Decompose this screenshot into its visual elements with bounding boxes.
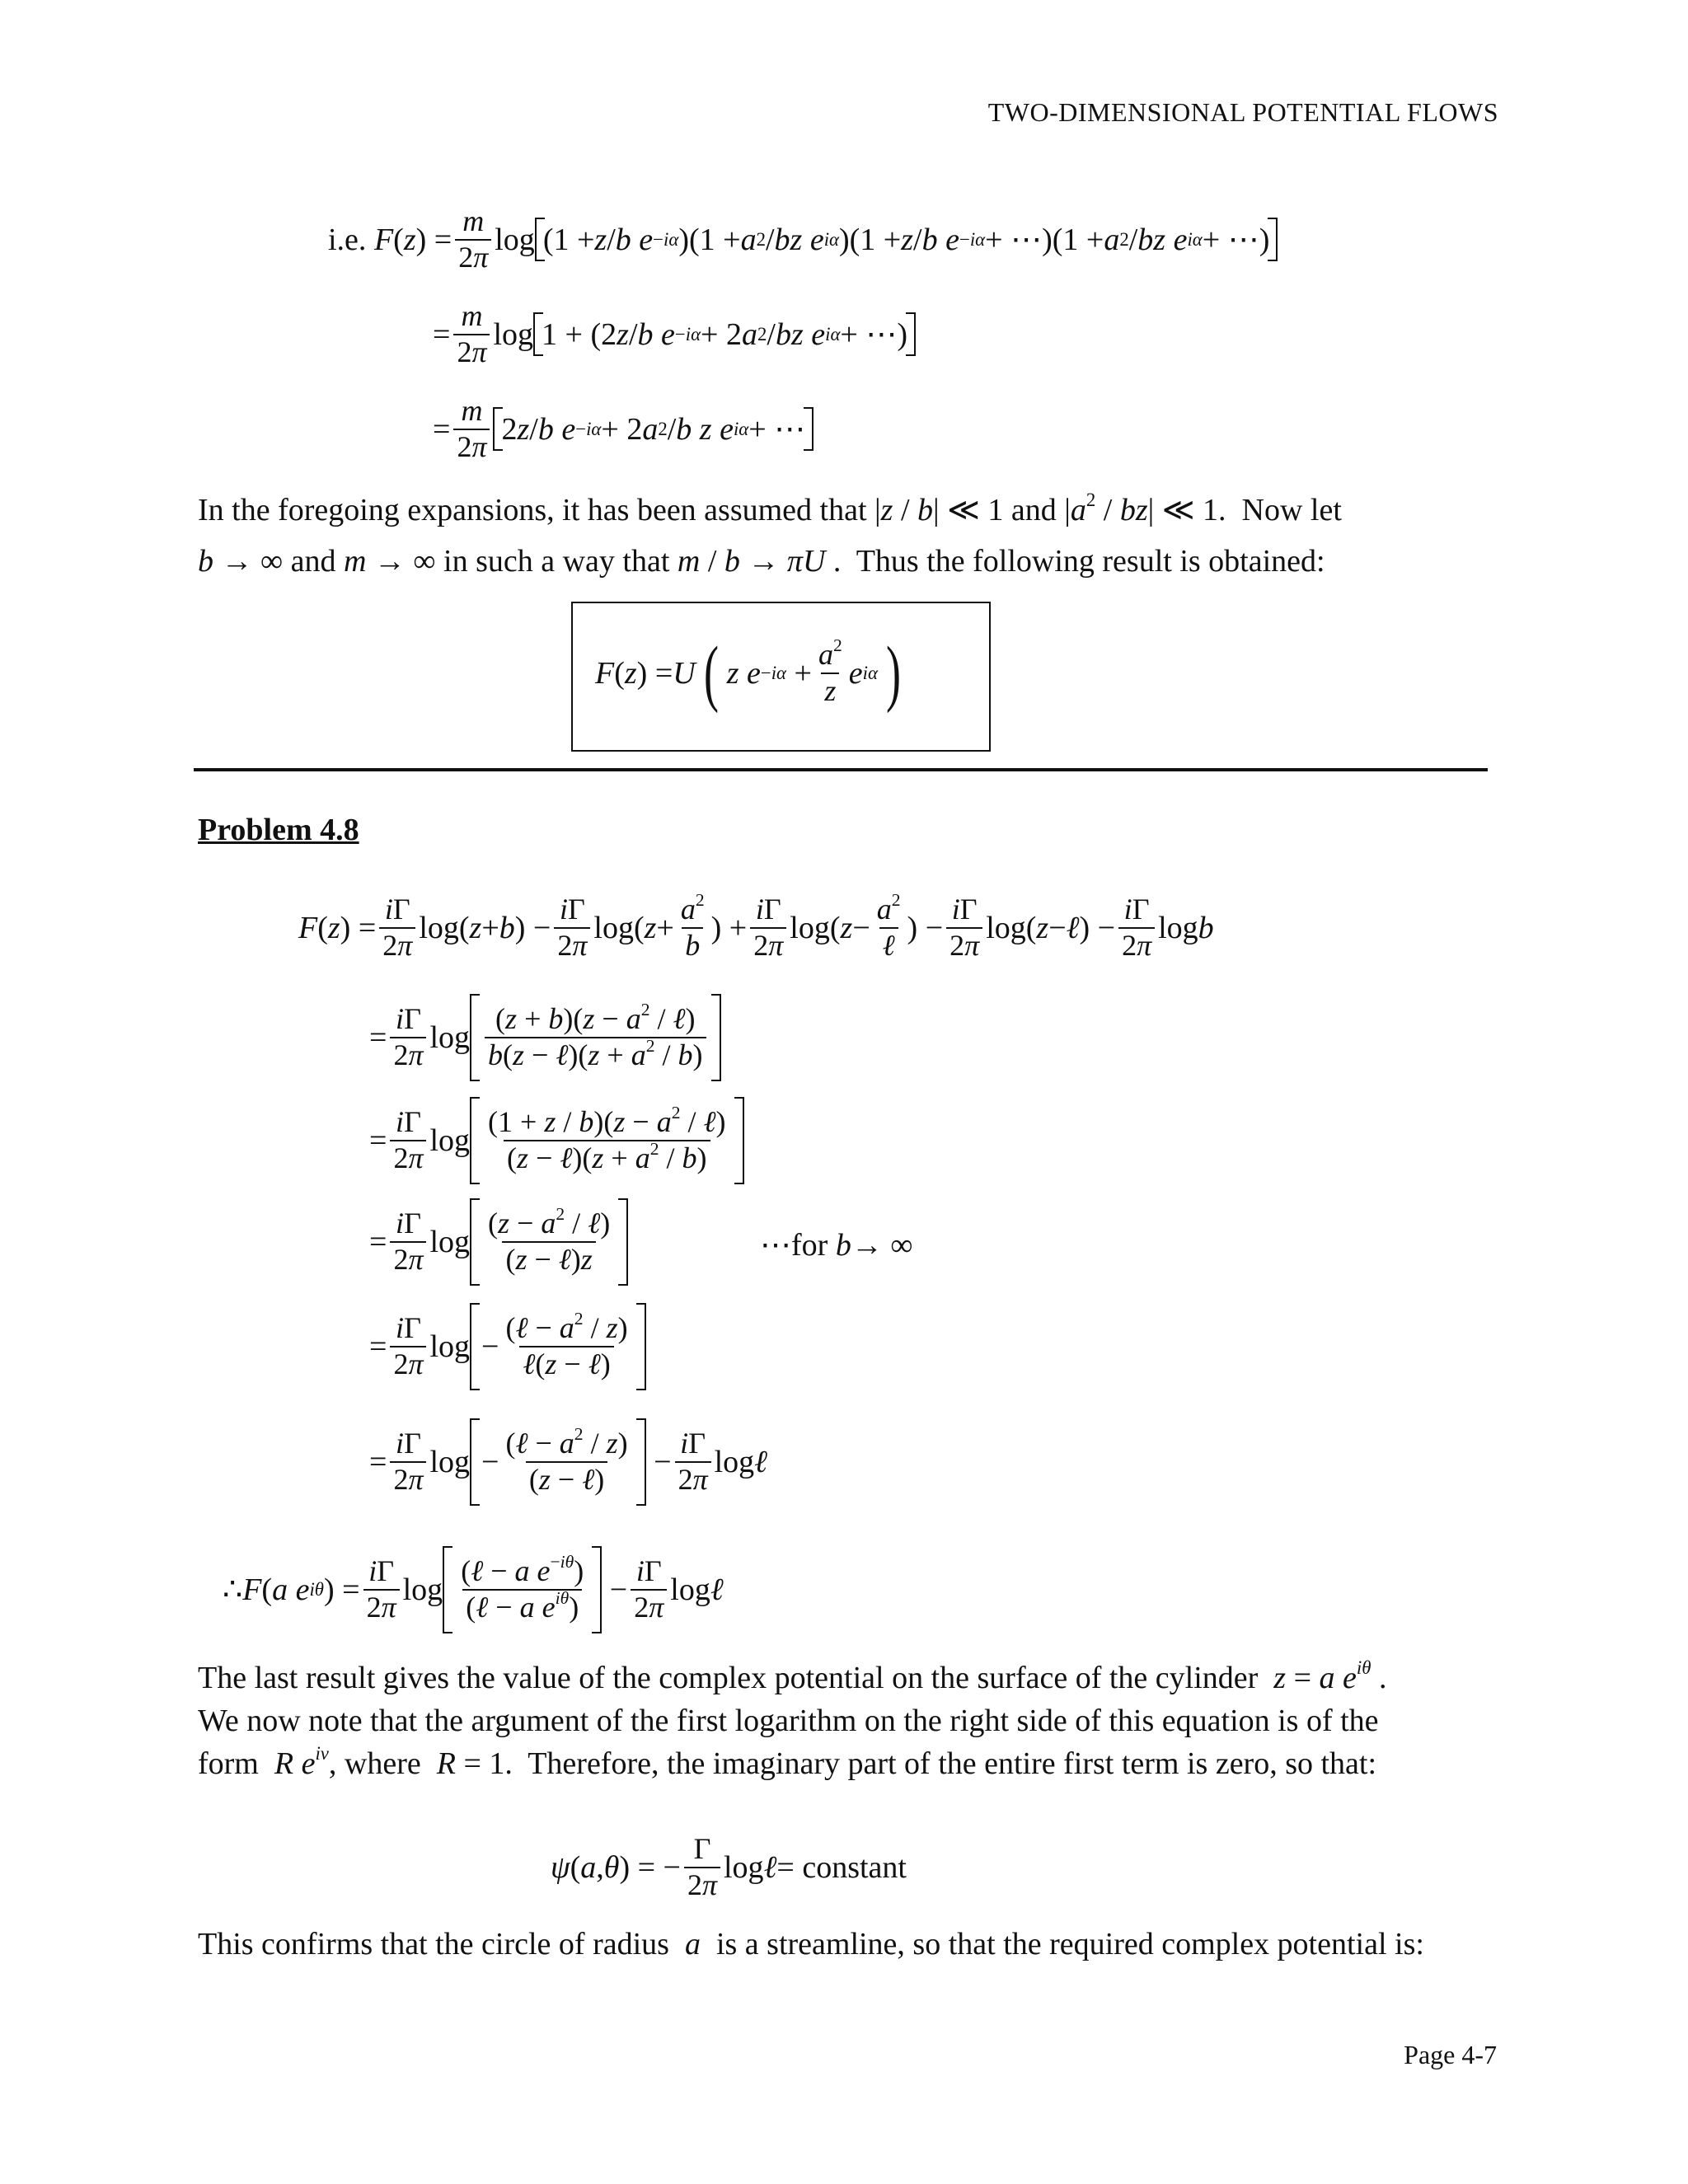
problem-equation-4-note: ⋯for b → ∞ <box>760 1227 913 1263</box>
equation-1: i.e. F ( z ) = $\frac{m}{2\pi}$ log (1 + z / b e −iα )(1 + a 2 / bz e iα )(1 + z / b e −iα + ⋯)(1 + a 2 / bz e iα + ⋯) <box>328 206 1278 274</box>
paragraph-2: The last result gives the value of the complex potential on the surface of the cylinder z = a $e^{i\theta}$ . We now note that the argument of the first logarithm on the right side of this equation is of the form R $e^{i\nu}$, where R = 1. Therefore, the imaginary part of the entire first term is zero, so that: <box>198 1657 1387 1781</box>
problem-equation-4: = $\frac{i\Gamma}{2\pi}$ log $\frac{(z - a^2 / \ell)}{\text{(z − ℓ)z}}$ <box>369 1202 628 1282</box>
page-number: Page 4-7 <box>1404 2040 1497 2069</box>
running-header: TWO-DIMENSIONAL POTENTIAL FLOWS <box>987 97 1498 127</box>
problem-equation-7: ∴ F ( a e iθ ) = $\frac{i\Gamma}{2\pi}$ log $\frac{(\ell - a e^{-i\theta})}{(\ell - a e^{i\theta})}$ − $\frac{i\Gamma}{2\pi}$ log ℓ <box>223 1549 724 1630</box>
problem-equation-5: = $\frac{i\Gamma}{2\pi}$ log − $\frac{(\ell - a^2 / z)}{\text{ℓ(z − ℓ)}}$ <box>369 1306 646 1387</box>
paragraph-3: This confirms that the circle of radius a is a streamline, so that the required complex potential is: <box>198 1927 1424 1961</box>
equation-3: = $\frac{m}{2\pi}$ 2 z / b e −iα + 2 a 2 / b z e iα + ⋯ <box>433 396 814 463</box>
section-divider <box>194 768 1488 771</box>
eq1-prefix: i.e. <box>328 222 367 257</box>
problem-equation-6: = $\frac{i\Gamma}{2\pi}$ log − $\frac{(\ell - a^2 / z)}{\text{(z − ℓ)}}$ − $\frac{i\Gamma}{2\pi}$ log ℓ <box>369 1422 767 1502</box>
problem-equation-3: = $\frac{i\Gamma}{2\pi}$ log $\frac{(1 + z / b)(z - a^2 / \ell)}{(z - \ell)(z + a^2 / b)}$ <box>369 1100 744 1181</box>
psi-equation: ψ ( a , θ ) = − $\frac{\Gamma}{2\pi}$ log ℓ = constant <box>551 1832 907 1901</box>
boxed-equation: F ( z ) = U ( z e −iα + $\frac{a^2}{z}$ e iα ) <box>595 632 901 714</box>
equation-2: = $\frac{m}{2\pi}$ log 1 + (2 z / b e −iα + 2 a 2 / bz e iα + ⋯) <box>433 301 916 368</box>
paragraph-1: In the foregoing expansions, it has been assumed that |z / b| ≪ 1 and $|a^2 / bz|$ ≪ 1. Now let b → ∞ and m → ∞ in such a way that m / b → πU . Thus the following result is obtained: <box>198 489 1342 579</box>
problem-equation-2: = $\frac{i\Gamma}{2\pi}$ log $\frac{(z + b)(z - a^2 / \ell)}{b(z - \ell)(z + a^2 / b)}$ <box>369 997 721 1078</box>
problem-equation-1: F ( z ) = $\frac{i\Gamma}{2\pi}$ log( z + b ) − $\frac{i\Gamma}{2\pi}$ log( z + $\frac{a^2}{b}$ ) + $\frac{i\Gamma}{2\pi}$ log( z − $\frac{a^2}{\text{ℓ}}$ ) − $\frac{i\Gamma}{2\pi}$ log( z − ℓ ) − $\frac{i\Gamma}{2\pi}$ log b <box>298 889 1214 962</box>
paragraph-2-line-2: We now note that the argument of the first logarithm on the right side of this equation is of the <box>198 1704 1379 1738</box>
problem-title: Problem 4.8 <box>198 813 359 847</box>
